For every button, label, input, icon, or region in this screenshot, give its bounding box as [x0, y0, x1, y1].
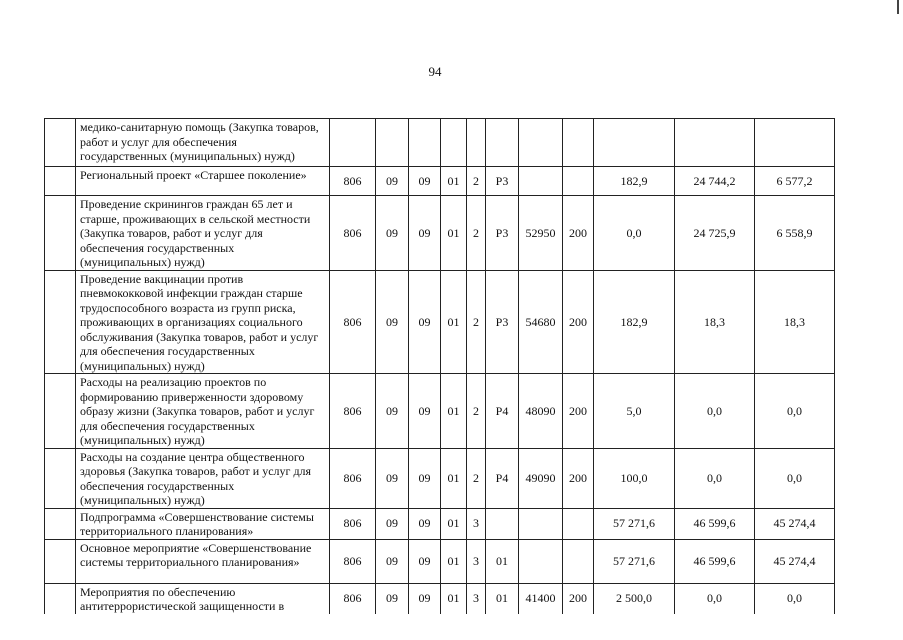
section-code-cell: 09 — [376, 270, 409, 374]
item-name-cell: Проведение вакцинации против пневмококковой инфекции граждан старше трудоспособного возраста из групп риска, проживающих в организациях социального обслуживания (Закупка товаров, работ и услуг для обеспечения государственных (муниципальных) нужд) — [76, 270, 330, 374]
subsection-code-cell: 09 — [409, 196, 441, 271]
event-code-cell: P3 — [486, 167, 519, 196]
direction-code-cell: 41400 — [519, 583, 563, 614]
amount-year2-cell: 24 725,9 — [675, 196, 755, 271]
amount-year1-cell: 100,0 — [594, 448, 675, 508]
subprogram-code-cell: 2 — [467, 270, 486, 374]
item-name-cell: Региональный проект «Старшее поколение» — [76, 167, 330, 196]
subsection-code-cell: 09 — [409, 448, 441, 508]
item-name-cell: Основное мероприятие «Совершенствование системы территориального планирования» — [76, 539, 330, 583]
amount-year2-cell: 46 599,6 — [675, 508, 755, 539]
section-code-cell: 09 — [376, 448, 409, 508]
section-code-cell — [376, 119, 409, 167]
section-code-cell: 09 — [376, 539, 409, 583]
amount-year1-cell: 182,9 — [594, 167, 675, 196]
admin-code-cell — [330, 119, 376, 167]
row-number-cell — [45, 539, 76, 583]
direction-code-cell — [519, 539, 563, 583]
program-code-cell: 01 — [441, 448, 467, 508]
table-row — [45, 119, 835, 167]
admin-code-cell: 806 — [330, 270, 376, 374]
row-number-cell — [45, 119, 76, 167]
section-code-cell: 09 — [376, 196, 409, 271]
table-row — [45, 448, 835, 508]
direction-code-cell — [519, 119, 563, 167]
direction-code-cell: 52950 — [519, 196, 563, 271]
amount-year3-cell: 6 577,2 — [755, 167, 835, 196]
amount-year3-cell: 45 274,4 — [755, 508, 835, 539]
amount-year3-cell: 18,3 — [755, 270, 835, 374]
subprogram-code-cell: 3 — [467, 508, 486, 539]
admin-code-cell: 806 — [330, 196, 376, 271]
subprogram-code-cell: 3 — [467, 539, 486, 583]
amount-year2-cell: 46 599,6 — [675, 539, 755, 583]
direction-code-cell: 54680 — [519, 270, 563, 374]
event-code-cell: 01 — [486, 539, 519, 583]
admin-code-cell: 806 — [330, 539, 376, 583]
program-code-cell: 01 — [441, 539, 467, 583]
expense-type-cell — [563, 167, 594, 196]
section-code-cell: 09 — [376, 583, 409, 614]
subsection-code-cell: 09 — [409, 508, 441, 539]
item-name-cell: медико-санитарную помощь (Закупка товаров, работ и услуг для обеспечения государственных (муниципальных) нужд) — [76, 119, 330, 167]
page-edge-mark — [897, 0, 899, 14]
amount-year2-cell: 0,0 — [675, 448, 755, 508]
amount-year1-cell: 5,0 — [594, 374, 675, 449]
amount-year1-cell: 182,9 — [594, 270, 675, 374]
subsection-code-cell: 09 — [409, 583, 441, 614]
page-number: 94 — [428, 64, 442, 79]
event-code-cell: P3 — [486, 270, 519, 374]
event-code-cell — [486, 508, 519, 539]
subsection-code-cell — [409, 119, 441, 167]
amount-year3-cell: 0,0 — [755, 374, 835, 449]
amount-year1-cell: 2 500,0 — [594, 583, 675, 614]
admin-code-cell: 806 — [330, 167, 376, 196]
budget-table-body — [45, 119, 835, 614]
expense-type-cell: 200 — [563, 583, 594, 614]
program-code-cell: 01 — [441, 270, 467, 374]
row-number-cell — [45, 448, 76, 508]
row-number-cell — [45, 196, 76, 271]
amount-year3-cell — [755, 119, 835, 167]
direction-code-cell — [519, 508, 563, 539]
row-number-cell — [45, 583, 76, 614]
event-code-cell: P4 — [486, 374, 519, 449]
expense-type-cell: 200 — [563, 196, 594, 271]
subprogram-code-cell — [467, 119, 486, 167]
event-code-cell: P4 — [486, 448, 519, 508]
event-code-cell: P3 — [486, 196, 519, 271]
direction-code-cell: 48090 — [519, 374, 563, 449]
program-code-cell: 01 — [441, 508, 467, 539]
item-name-cell: Мероприятия по обеспечению антитеррористической защищенности в — [76, 583, 330, 614]
subsection-code-cell: 09 — [409, 167, 441, 196]
expense-type-cell — [563, 508, 594, 539]
program-code-cell — [441, 119, 467, 167]
amount-year3-cell: 6 558,9 — [755, 196, 835, 271]
item-name-cell: Расходы на создание центра общественного здоровья (Закупка товаров, работ и услуг для обеспечения государственных (муниципальных) нужд) — [76, 448, 330, 508]
admin-code-cell: 806 — [330, 508, 376, 539]
subsection-code-cell: 09 — [409, 539, 441, 583]
table-row — [45, 539, 835, 583]
direction-code-cell — [519, 167, 563, 196]
item-name-cell: Подпрограмма «Совершенствование системы территориального планирования» — [76, 508, 330, 539]
amount-year2-cell — [675, 119, 755, 167]
event-code-cell: 01 — [486, 583, 519, 614]
expense-type-cell — [563, 539, 594, 583]
row-number-cell — [45, 508, 76, 539]
row-number-cell — [45, 167, 76, 196]
event-code-cell — [486, 119, 519, 167]
subprogram-code-cell: 2 — [467, 374, 486, 449]
subprogram-code-cell: 2 — [467, 167, 486, 196]
row-number-cell — [45, 374, 76, 449]
program-code-cell: 01 — [441, 167, 467, 196]
direction-code-cell: 49090 — [519, 448, 563, 508]
item-name-cell: Проведение скринингов граждан 65 лет и старше, проживающих в сельской местности (Закупка товаров, работ и услуг для обеспечения государственных (муниципальных) нужд) — [76, 196, 330, 271]
amount-year2-cell: 0,0 — [675, 374, 755, 449]
subprogram-code-cell: 2 — [467, 196, 486, 271]
amount-year2-cell: 0,0 — [675, 583, 755, 614]
amount-year2-cell: 18,3 — [675, 270, 755, 374]
section-code-cell: 09 — [376, 508, 409, 539]
amount-year3-cell: 0,0 — [755, 448, 835, 508]
amount-year1-cell: 57 271,6 — [594, 539, 675, 583]
item-name-cell: Расходы на реализацию проектов по формированию приверженности здоровому образу жизни (Закупка товаров, работ и услуг для обеспечения государственных (муниципальных) нужд) — [76, 374, 330, 449]
table-row — [45, 167, 835, 196]
program-code-cell: 01 — [441, 196, 467, 271]
section-code-cell: 09 — [376, 167, 409, 196]
subprogram-code-cell: 2 — [467, 448, 486, 508]
expense-type-cell: 200 — [563, 448, 594, 508]
admin-code-cell: 806 — [330, 583, 376, 614]
table-row — [45, 374, 835, 449]
expense-type-cell — [563, 119, 594, 167]
amount-year2-cell: 24 744,2 — [675, 167, 755, 196]
expense-type-cell: 200 — [563, 374, 594, 449]
amount-year1-cell: 57 271,6 — [594, 508, 675, 539]
program-code-cell: 01 — [441, 583, 467, 614]
program-code-cell: 01 — [441, 374, 467, 449]
amount-year3-cell: 0,0 — [755, 583, 835, 614]
subsection-code-cell: 09 — [409, 270, 441, 374]
table-row — [45, 508, 835, 539]
expense-type-cell: 200 — [563, 270, 594, 374]
admin-code-cell: 806 — [330, 448, 376, 508]
budget-table — [44, 118, 835, 614]
amount-year1-cell — [594, 119, 675, 167]
table-row — [45, 583, 835, 614]
subsection-code-cell: 09 — [409, 374, 441, 449]
amount-year3-cell: 45 274,4 — [755, 539, 835, 583]
table-row — [45, 270, 835, 374]
section-code-cell: 09 — [376, 374, 409, 449]
amount-year1-cell: 0,0 — [594, 196, 675, 271]
subprogram-code-cell: 3 — [467, 583, 486, 614]
row-number-cell — [45, 270, 76, 374]
admin-code-cell: 806 — [330, 374, 376, 449]
table-row — [45, 196, 835, 271]
